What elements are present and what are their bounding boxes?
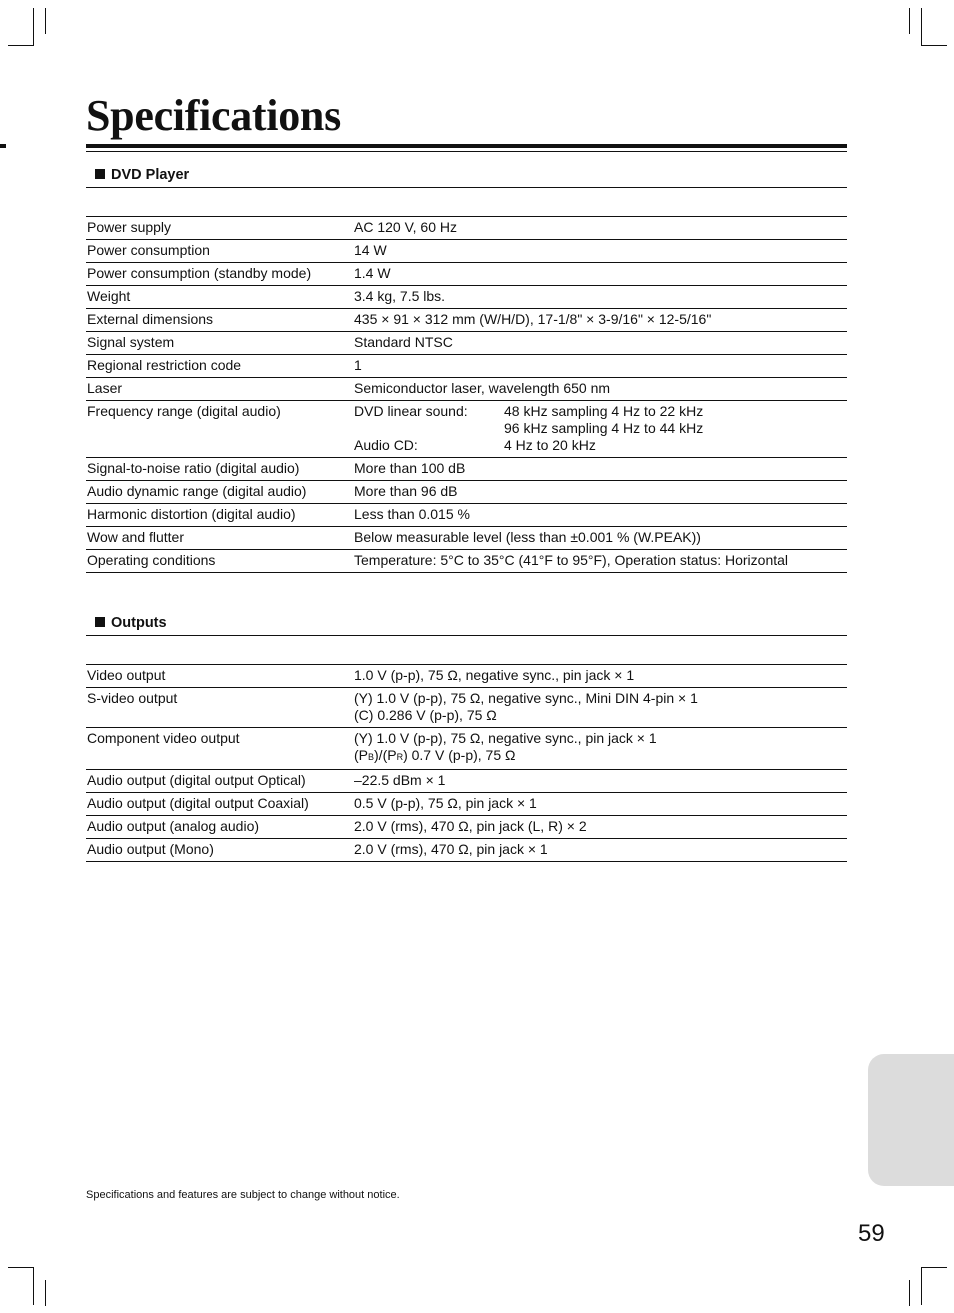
spec-label: Signal system: [86, 332, 354, 355]
crop-mark-tl-v2: [45, 8, 46, 34]
spec-label: Harmonic distortion (digital audio): [86, 504, 354, 527]
section-heading-text: DVD Player: [111, 167, 190, 183]
pb-open: (P: [354, 747, 368, 763]
freq-cd-key: Audio CD:: [354, 437, 418, 453]
crop-mark-tr-v: [909, 8, 910, 34]
spec-value: Semiconductor laser, wavelength 650 nm: [354, 378, 847, 401]
spec-label: Video output: [86, 665, 354, 688]
crop-mark-tr-v2: [921, 8, 922, 46]
spec-value: [354, 728, 847, 770]
crop-mark-bl-v: [33, 1267, 34, 1305]
crop-mark-br-h: [921, 1267, 947, 1268]
table-row: [86, 793, 847, 816]
table-row: [86, 816, 847, 839]
table-row: [86, 481, 847, 504]
crop-mark-tl-h: [8, 45, 34, 46]
spec-value: Temperature: 5°C to 35°C (41°F to 95°F), Operation status: Horizontal: [354, 550, 847, 573]
spec-value: –22.5 dBm × 1: [354, 770, 847, 793]
component-line-pbpr: [354, 747, 847, 766]
spec-value: Less than 0.015 %: [354, 504, 847, 527]
square-bullet-icon: [95, 617, 105, 627]
crop-mark-br-v2: [921, 1267, 922, 1305]
table-row: [86, 527, 847, 550]
table-row: [86, 286, 847, 309]
table-row: [86, 240, 847, 263]
spec-value: 0.5 V (p-p), 75 Ω, pin jack × 1: [354, 793, 847, 816]
square-bullet-icon: [95, 169, 105, 179]
freq-dvd-96: 96 kHz sampling 4 Hz to 44 kHz: [504, 420, 704, 436]
spec-value: More than 100 dB: [354, 458, 847, 481]
freq-cd-value: 4 Hz to 20 kHz: [504, 437, 596, 453]
table-row: [86, 839, 847, 862]
crop-mark-br-v: [909, 1280, 910, 1306]
page-number: 59: [858, 1220, 885, 1247]
spec-value: More than 96 dB: [354, 481, 847, 504]
spec-label: External dimensions: [86, 309, 354, 332]
spec-label: Audio output (digital output Coaxial): [86, 793, 354, 816]
title-rule-thin: [86, 151, 847, 152]
spec-label: Frequency range (digital audio): [86, 401, 354, 458]
table-row: [86, 355, 847, 378]
spec-value: 1.4 W: [354, 263, 847, 286]
svideo-line-y: (Y) 1.0 V (p-p), 75 Ω, negative sync., Mini DIN 4-pin × 1: [354, 690, 698, 706]
section-tab: [868, 1054, 954, 1186]
page-title: Specifications: [86, 91, 341, 140]
spec-label: Power supply: [86, 217, 354, 240]
spec-value: 14 W: [354, 240, 847, 263]
spec-label: Audio output (analog audio): [86, 816, 354, 839]
spec-value: Below measurable level (less than ±0.001 % (W.PEAK)): [354, 527, 847, 550]
margin-mark: [0, 144, 6, 148]
outputs-spec-table: [86, 664, 847, 862]
spec-value: [354, 688, 847, 728]
spec-value: 3.4 kg, 7.5 lbs.: [354, 286, 847, 309]
table-row: [86, 458, 847, 481]
spec-value: 2.0 V (rms), 470 Ω, pin jack × 1: [354, 839, 847, 862]
svideo-line-c: (C) 0.286 V (p-p), 75 Ω: [354, 707, 497, 723]
spec-label: Power consumption (standby mode): [86, 263, 354, 286]
title-rule-thick: [86, 144, 847, 148]
spec-value: 1: [354, 355, 847, 378]
dvd-player-spec-table: [86, 216, 847, 573]
table-row: [86, 309, 847, 332]
spec-label: Regional restriction code: [86, 355, 354, 378]
component-line-y: (Y) 1.0 V (p-p), 75 Ω, negative sync., pin jack × 1: [354, 730, 657, 746]
crop-mark-tl-v: [33, 8, 34, 46]
spec-label: Component video output: [86, 728, 354, 770]
spec-value: 1.0 V (p-p), 75 Ω, negative sync., pin jack × 1: [354, 665, 847, 688]
table-row: [86, 504, 847, 527]
spec-label: Power consumption: [86, 240, 354, 263]
spec-value-frequency: [354, 401, 847, 458]
spec-label: Wow and flutter: [86, 527, 354, 550]
spec-label: Audio output (digital output Optical): [86, 770, 354, 793]
spec-label: S-video output: [86, 688, 354, 728]
spec-value: 2.0 V (rms), 470 Ω, pin jack (L, R) × 2: [354, 816, 847, 839]
spec-label: Weight: [86, 286, 354, 309]
table-row: [86, 688, 847, 728]
table-row: [86, 332, 847, 355]
spec-label: Operating conditions: [86, 550, 354, 573]
pr-open: )/(P: [374, 747, 397, 763]
footnote: Specifications and features are subject to change without notice.: [86, 1189, 400, 1201]
spec-label: Audio output (Mono): [86, 839, 354, 862]
table-row: [86, 665, 847, 688]
table-row: [86, 728, 847, 770]
crop-mark-bl-v2: [45, 1280, 46, 1306]
section-heading-text: Outputs: [111, 615, 167, 631]
crop-mark-tr-h: [921, 45, 947, 46]
spec-value: Standard NTSC: [354, 332, 847, 355]
spec-label: Audio dynamic range (digital audio): [86, 481, 354, 504]
spec-label: Laser: [86, 378, 354, 401]
freq-dvd-key: DVD linear sound:: [354, 403, 468, 419]
pb-subscript: B: [368, 752, 375, 762]
table-row: [86, 217, 847, 240]
table-row: [86, 378, 847, 401]
section-heading-outputs: [86, 613, 847, 636]
table-row-frequency-range: [86, 401, 847, 458]
freq-dvd-48: 48 kHz sampling 4 Hz to 22 kHz: [504, 403, 704, 419]
table-row: [86, 770, 847, 793]
table-row: [86, 550, 847, 573]
pbpr-tail: ) 0.7 V (p-p), 75 Ω: [403, 747, 516, 763]
spec-value: 435 × 91 × 312 mm (W/H/D), 17-1/8" × 3-9/16" × 12-5/16": [354, 309, 847, 332]
spec-value: AC 120 V, 60 Hz: [354, 217, 847, 240]
spec-label: Signal-to-noise ratio (digital audio): [86, 458, 354, 481]
section-heading-dvd-player: [86, 165, 847, 188]
table-row: [86, 263, 847, 286]
crop-mark-bl-h: [8, 1267, 34, 1268]
pr-subscript: R: [396, 752, 404, 762]
